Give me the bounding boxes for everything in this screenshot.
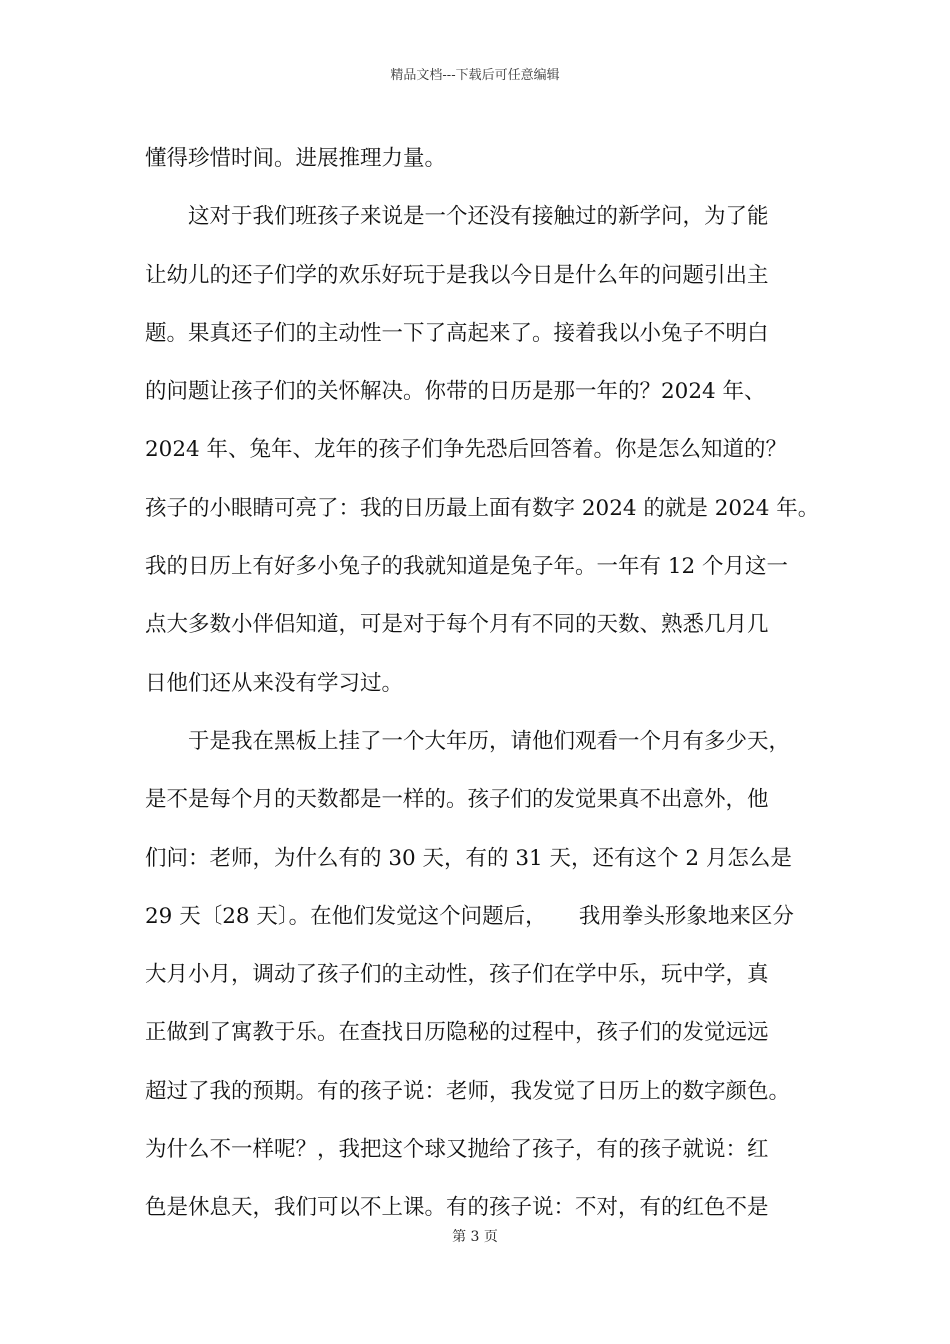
text-line: 们问：老师，为什么有的 30 天，有的 31 天，还有这个 2 月怎么是 bbox=[145, 845, 792, 871]
text-line: 的问题让孩子们的关怀解决。你带的日历是那一年的？2024 年、 bbox=[145, 379, 766, 405]
page-number: 第 3 页 bbox=[452, 1229, 498, 1245]
text-line: 于是我在黑板上挂了一个大年历，请他们观看一个月有多少天， bbox=[145, 728, 791, 754]
text-line: 29 天〔28 天〕。在他们发觉这个问题后， 我用拳头形象地来区分 bbox=[145, 903, 794, 929]
text-line: 是不是每个月的天数都是一样的。孩子们的发觉果真不出意外，他 bbox=[145, 787, 769, 813]
text-line: 题。果真还子们的主动性一下了高起来了。接着我以小兔子不明白 bbox=[145, 320, 769, 346]
text-line: 孩子的小眼睛可亮了：我的日历最上面有数字 2024 的就是 2024 年。 bbox=[145, 495, 820, 521]
text-line: 懂得珍惜时间。进展推理力量。 bbox=[145, 146, 447, 171]
text-line: 让幼儿的还子们学的欢乐好玩于是我以今日是什么年的问题引出主 bbox=[145, 262, 769, 288]
text-line: 日他们还从来没有学习过。 bbox=[145, 670, 404, 696]
text-line: 这对于我们班孩子来说是一个还没有接触过的新学问，为了能 bbox=[145, 204, 769, 230]
text-line: 色是休息天，我们可以不上课。有的孩子说：不对，有的红色不是 bbox=[145, 1195, 769, 1221]
text-line: 我的日历上有好多小兔子的我就知道是兔子年。一年有 12 个月这一 bbox=[145, 554, 789, 580]
document-body bbox=[145, 130, 820, 1238]
text-line: 点大多数小伴侣知道，可是对于每个月有不同的天数、熟悉几月几 bbox=[145, 612, 769, 638]
text-line: 为什么不一样呢？，我把这个球又抛给了孩子，有的孩子就说：红 bbox=[145, 1137, 769, 1163]
page-header: 精品文档---下载后可任意编辑 bbox=[390, 68, 560, 83]
text-line: 大月小月，调动了孩子们的主动性，孩子们在学中乐，玩中学，真 bbox=[145, 962, 769, 988]
text-line: 2024 年、兔年、龙年的孩子们争先恐后回答着。你是怎么知道的？ bbox=[145, 437, 788, 463]
text-line: 超过了我的预期。有的孩子说：老师，我发觉了日历上的数字颜色。 bbox=[145, 1078, 791, 1104]
text-line: 正做到了寓教于乐。在查找日历隐秘的过程中，孩子们的发觉远远 bbox=[145, 1020, 769, 1046]
